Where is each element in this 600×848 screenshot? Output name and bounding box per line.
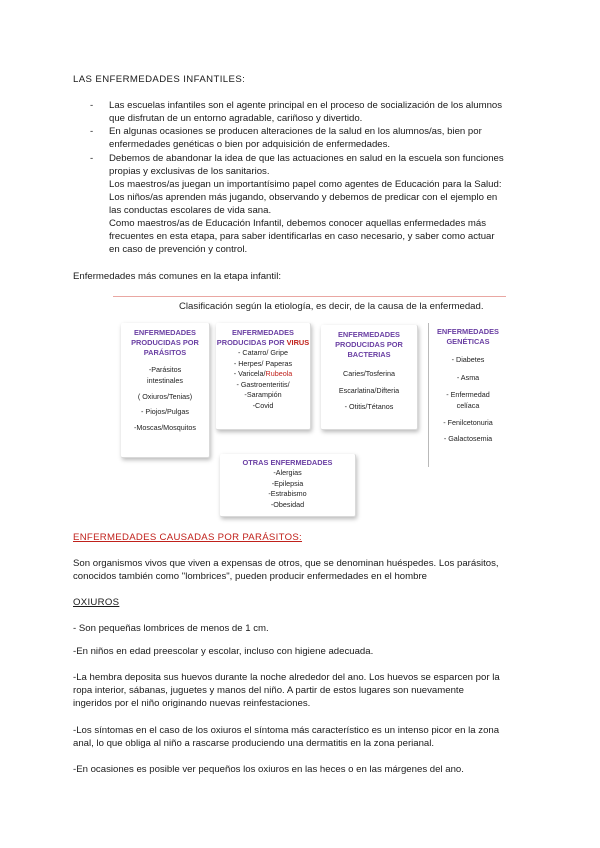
paragraph-line: Los niños/as aprenden más jugando, observando y debemos de predicar con el ejemplo en — [109, 192, 498, 203]
common-diseases-label: Enfermedades más comunes en la etapa infantil: — [73, 271, 281, 282]
card-item: celíaca — [456, 400, 480, 410]
card-item-highlight: Rubeola — [265, 369, 293, 378]
bullet-1-line-2: que disfrutan de un entorno agradable, cariñoso y divertido. — [109, 113, 363, 124]
card-item: - Otitis/Tétanos — [344, 402, 394, 411]
card-head-highlight: PARÁSITOS — [143, 348, 187, 357]
card-bacterias — [321, 325, 418, 430]
diagram-top-line — [113, 296, 506, 297]
card-head: ENFERMEDADES — [337, 330, 400, 339]
card-item: - Herpes/ Paperas — [233, 358, 293, 368]
paragraph-line: Los maestros/as juegan un importantísimo papel como agentes de Educación para la Salud: — [109, 179, 502, 190]
text-line: ingeridos por el niño originando nuevas reinfestaciones. — [73, 698, 311, 709]
card-head: ENFERMEDADES — [436, 327, 499, 336]
card-item — [216, 369, 310, 380]
text-line: Son organismos vivos que viven a expensas de otros, que se denominan huéspedes. Los parásitos, — [73, 558, 499, 569]
card-head-highlight: VIRUS — [286, 338, 310, 347]
card-item: - Gastroenteritis/ — [236, 379, 290, 389]
oxiuros-heading: OXIUROS — [73, 597, 120, 608]
text-line: - Son pequeñas lombrices de menos de 1 cm. — [73, 623, 269, 634]
bullet-3-text — [109, 152, 527, 178]
page-title: LAS ENFERMEDADES INFANTILES: — [73, 74, 246, 85]
bullet-2-line-1: En algunas ocasiones se producen alteraciones de la salud en los alumnos/as, bien por — [109, 126, 482, 137]
card-head: PRODUCIDAS POR — [131, 338, 199, 347]
text-line: ropa interior, sábanas, juguetes y manos del niño. A partir de estos lugares son nuevamente — [73, 685, 464, 696]
card-parasitos — [121, 323, 210, 458]
diagram-title: Clasificación según la etiología, es decir, de la causa de la enfermedad. — [179, 301, 484, 312]
card-item: -Obesidad — [270, 499, 305, 509]
paragraph-line: las conductas escolares de vida sana. — [109, 205, 272, 216]
parasites-text — [73, 557, 528, 583]
card-geneticas — [429, 327, 507, 444]
card-item: -Covid — [252, 400, 274, 410]
card-item: -Moscas/Mosquitos — [134, 423, 196, 432]
card-head-highlight: OTRAS ENFERMEDADES — [242, 458, 333, 467]
paragraph-teachers — [109, 178, 527, 217]
bullet-2-line-2: enfermedades genéticas o bien por adquisición de enfermedades. — [109, 139, 391, 150]
card-item: Escarlatina/Difteria — [338, 385, 400, 395]
bullet-3-line-1: Debemos de abandonar la idea de que las actuaciones en salud en la escuela son funciones — [109, 153, 504, 164]
bullet-dash: - — [90, 153, 94, 164]
text-line: -En ocasiones es posible ver pequeños los oxiuros en las heces o en las márgenes del ano. — [73, 764, 464, 775]
oxiuros-item-5 — [73, 763, 528, 776]
oxiuros-item-2 — [73, 645, 528, 658]
card-item: - Fenilcetonuria — [443, 418, 493, 427]
card-item: -Alergias — [273, 468, 302, 477]
oxiuros-item-4 — [73, 724, 528, 750]
text-line: anal, lo que obliga al niño a rascarse produciendo una dermatitis en la zona perianal. — [73, 738, 435, 749]
card-virus — [216, 323, 311, 430]
card-item: - Piojos/Pulgas — [141, 406, 189, 416]
card-head: ENFERMEDADES — [133, 328, 196, 337]
card-otras — [220, 454, 356, 517]
paragraph-line: Como maestros/as de Educación Infantil, debemos conocer aquellas enfermedades más — [109, 218, 487, 229]
card-item: -Parásitos — [148, 365, 182, 374]
text-line: conocidos también como "lombrices", pueden producir enfermedades en el hombre — [73, 571, 427, 582]
card-head — [216, 338, 310, 348]
paragraph-line: en caso de prevención y control. — [109, 244, 248, 255]
card-item: ( Oxiuros/Tenias) — [137, 392, 193, 401]
paragraph-line: frecuentes en esta etapa, para saber identificarlas en caso necesario, y saber como actuar — [109, 231, 495, 242]
card-item: - Catarro/ Gripe — [238, 348, 288, 357]
text-line: -La hembra deposita sus huevos durante la noche alrededor del ano. Los huevos se esparcen por la — [73, 672, 500, 683]
classification-diagram — [113, 296, 508, 518]
card-head: ENFERMEDADES — [231, 328, 294, 337]
bullet-3-line-2: propias y exclusivas de los sanitarios. — [109, 166, 270, 177]
text-line: -En niños en edad preescolar y escolar, incluso con higiene adecuada. — [73, 646, 374, 657]
card-item: -Epilepsia — [271, 478, 304, 488]
bullet-dash: - — [90, 126, 94, 137]
card-item: -Sarampión — [244, 390, 282, 399]
card-item: - Galactosemia — [443, 433, 493, 443]
oxiuros-item-3 — [73, 671, 528, 710]
card-head-highlight: GENÉTICAS — [446, 337, 490, 346]
card-item: - Enfermedad — [446, 390, 490, 399]
card-item-text: - Varicela/ — [233, 369, 266, 378]
oxiuros-item-1 — [73, 622, 528, 635]
bullet-dash: - — [90, 100, 94, 111]
card-item: - Asma — [456, 372, 480, 382]
card-head: PRODUCIDAS POR — [335, 340, 403, 349]
card-head-highlight: BACTERIAS — [347, 350, 391, 359]
card-item: Caries/Tosferina — [343, 369, 395, 378]
text-line: -Los síntomas en el caso de los oxiuros el síntoma más característico es un intenso picor en la zona — [73, 725, 500, 736]
card-item: intestinales — [147, 375, 183, 385]
parasites-heading: ENFERMEDADES CAUSADAS POR PARÁSITOS: — [73, 532, 303, 543]
bullet-2-text — [109, 125, 527, 151]
card-head-text: PRODUCIDAS POR — [216, 338, 287, 347]
bullet-1-text — [109, 99, 527, 125]
paragraph-infantil — [109, 217, 527, 256]
card-item: - Diabetes — [451, 355, 485, 364]
bullet-1-line-1: Las escuelas infantiles son el agente principal en el proceso de socialización de los alumnos — [109, 100, 503, 111]
card-item: -Estrabismo — [268, 489, 307, 498]
